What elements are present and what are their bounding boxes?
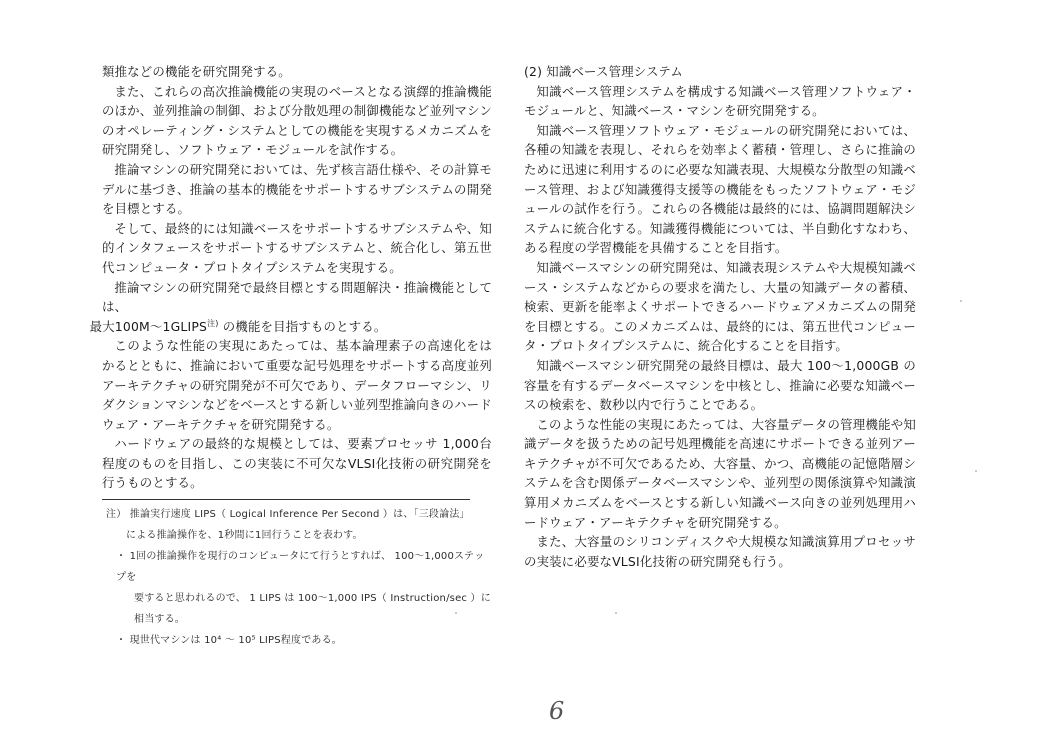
left-paragraph-5-line2: 最大100M～1GLIPS [89, 318, 208, 334]
left-paragraph-6: このような性能の実現にあたっては、基本論理素子の高速化をはかるとともに、推論において重要な記号処理をサポートする高度並列アーキテクチャの研究開発が不可欠であり、データフローマシン、リダクションマシンなどをベースとする新しい並列型推論向きのハードウェア・アーキテクチャを研究開発する。 [102, 338, 492, 432]
scan-speck [975, 470, 977, 472]
left-paragraph-5-line2-end: の機能を目指すものとする。 [218, 318, 387, 334]
left-paragraph-1: 類推などの機能を研究開発する。 [102, 64, 291, 79]
scan-speck [615, 612, 617, 614]
right-paragraph-2: 知識ベース管理ソフトウェア・モジュールの研究開発においては、各種の知識を表現し、それらを効率よく蓄積・管理し、さらに推論のために迅速に利用するのに必要な知識表現、大規模な分散型の知識ベース管理、および知識獲得支援等の機能をもったソフトウェア・モジュールの試作を行う。これらの各機能は最終的には、協調問題解決システムに統合化する。知識獲得機能については、半自動化すなわち、ある程度の学習機能を具備することを目指す。 [524, 122, 916, 256]
footnote-line-1: 注） 推論実行速度 LIPS（ Logical Inference Per Second ）は、「三段論法」 [106, 509, 470, 521]
page-number: 6 [549, 697, 565, 725]
left-paragraph-2: また、これらの高次推論機能の実現のベースとなる演繹的推論機能のほか、並列推論の制御、および分散処理の制御機能など並列マシンのオペレーティング・システムとしての機能を実現するメカニズムを研究開発し、ソフトウェア・モジュールを試作する。 [102, 83, 492, 158]
footnote [102, 504, 492, 651]
right-column [524, 62, 916, 571]
footnote-marker: 注) [207, 318, 219, 328]
right-paragraph-1: 知識ベース管理システムを構成する知識ベース管理ソフトウェア・モジュールと、知識ベース・マシンを研究開発する。 [524, 83, 916, 119]
left-paragraph-3: 推論マシンの研究開発においては、先ず核言語仕様や、その計算モデルに基づき、推論の基本的機能をサポートするサブシステムの開発を目標とする。 [102, 161, 492, 217]
section-heading: (2) 知識ベース管理システム [524, 64, 683, 79]
left-paragraph-4: そして、最終的には知識ベースをサポートするサブシステムや、知的インタフェースをサポートするサブシステムと、統合化し、第五世代コンピュータ・プロトタイプシステムを実現する。 [102, 220, 492, 275]
right-paragraph-6: また、大容量のシリコンディスクや大規模な知識演算用プロセッサの実装に必要なVLSI化技術の研究開発も行う。 [524, 534, 916, 569]
scan-speck [960, 300, 962, 302]
right-paragraph-5: このような性能の実現にあたっては、大容量データの管理機能や知識データを扱うための記号処理機能を高速にサポートできる並列アーキテクチャが不可欠であるため、大容量、かつ、高機能の記憶階層システムを含む関係データベースマシンや、並列型の関係演算や知識演算用メカニズムをベースとする新しい知識ベース向きの並列処理用ハードウェア・アーキテクチャを研究開発する。 [524, 416, 916, 530]
footnote-bullet-1-line-1: ・ 1回の推論操作を現行のコンピュータにて行うとすれば、 100～1,000ステップを [116, 551, 485, 584]
scan-speck [455, 612, 457, 614]
footnote-bullet-1-line-3: 相当する。 [134, 614, 185, 626]
left-paragraph-5-line1: 推論マシンの研究開発で最終目標とする問題解決・推論機能としては、 [102, 279, 492, 315]
footnote-line-2: による推論操作を、1秒間に1回行うことを表わす。 [126, 530, 363, 542]
footnote-bullet-2: ・ 現世代マシンは 10⁴ ～ 10⁵ LIPS程度である。 [116, 635, 343, 647]
left-paragraph-7: ハードウェアの最終的な規模としては、要素プロセッサ 1,000台程度のものを目指し、この実装に不可欠なVLSI化技術の研究開発を行うものとする。 [102, 436, 492, 491]
footnote-bullet-1-line-2: 要すると思われるので、 1 LIPS は 100～1,000 IPS（ Instruction/sec ）に [134, 593, 491, 605]
right-paragraph-4: 知識ベースマシン研究開発の最終目標は、最大 100～1,000GB の容量を有するデータベースマシンを中核とし、推論に必要な知識ベースの検索を、数秒以内で行うことである。 [524, 357, 916, 413]
footnote-divider [102, 499, 470, 500]
left-paragraph-5 [89, 278, 492, 337]
left-column [89, 62, 492, 651]
right-paragraph-3: 知識ベースマシンの研究開発は、知識表現システムや大規模知識ベース・システムなどからの要求を満たし、大量の知識データの蓄積、検索、更新を能率よくサポートできるハードウェアメカニズムの開発を目標とする。このメカニズムは、最終的には、第五世代コンピュータ・プロトタイプシステムに、統合化することを目指す。 [524, 259, 916, 354]
